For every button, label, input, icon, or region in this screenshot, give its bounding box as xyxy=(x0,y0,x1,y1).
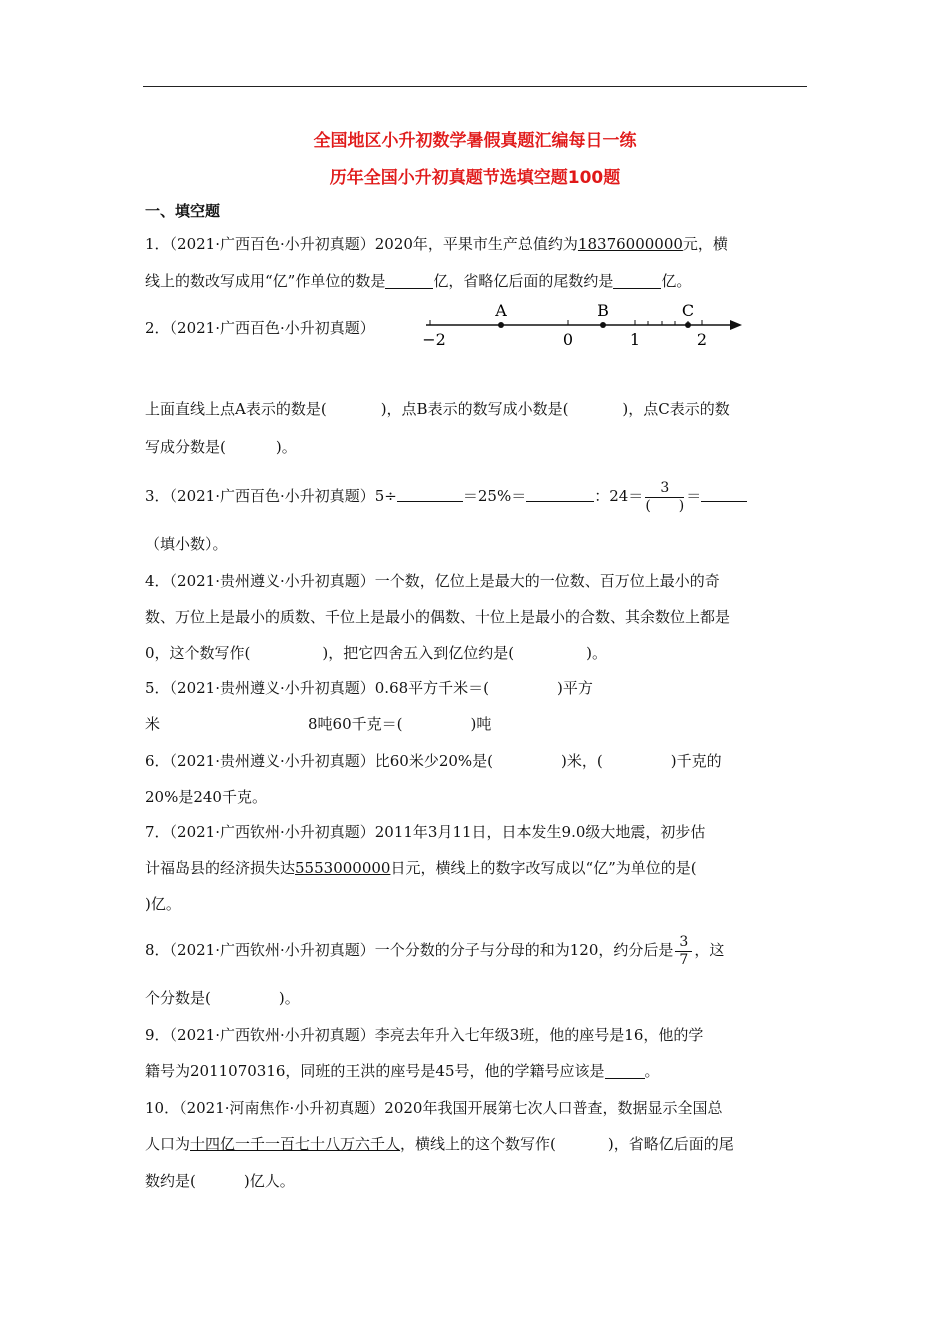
q3-line1: 3．（2021·广西百色·小升初真题）5÷ ＝25%＝ ：24＝ $\frac{3}{( )}$ ＝ xyxy=(145,474,747,518)
q7-line3: )亿。 xyxy=(145,895,181,913)
q1-line1: 1．（2021·广西百色·小升初真题）2020年，平果市生产总值约为18376000000元，横 xyxy=(145,235,728,253)
point-a-label: A xyxy=(495,301,507,320)
q4-line1: 4．（2021·贵州遵义·小升初真题）一个数，亿位上是最大的一位数、百万位上最小的奇 xyxy=(145,572,720,590)
q3-blank-3[interactable] xyxy=(701,486,747,502)
q1-blank-2[interactable] xyxy=(613,273,661,289)
q1-underlined-number: 18376000000 xyxy=(577,235,683,253)
number-line xyxy=(418,300,748,352)
q9-blank[interactable] xyxy=(605,1063,645,1079)
q3-blank-1[interactable] xyxy=(397,486,463,502)
point-b-dot xyxy=(600,322,606,328)
q7-line1: 7．（2021·广西钦州·小升初真题）2011年3月11日，日本发生9.0级大地震，初步估 xyxy=(145,823,706,841)
q4-line2: 数、万位上是最小的质数、千位上是最小的偶数、十位上是最小的合数、其余数位上都是 xyxy=(145,608,731,626)
tick-label-neg2: −2 xyxy=(422,330,446,349)
q2-line2: 写成分数是( )。 xyxy=(145,438,297,456)
q6-line2: 20%是240千克。 xyxy=(145,788,267,806)
number-line-arrow xyxy=(730,320,742,330)
section-heading: 一、填空题 xyxy=(145,202,221,220)
document-subtitle: 历年全国小升初真题节选填空题100题 xyxy=(329,168,621,188)
q1-line2: 线上的数改写成用“亿”作单位的数是 亿，省略亿后面的尾数约是 亿。 xyxy=(145,272,692,290)
point-c-dot xyxy=(685,322,691,328)
q8-fraction: $\frac{3}{7}$ xyxy=(675,934,692,969)
point-b-label: B xyxy=(597,301,609,320)
point-a-dot xyxy=(498,322,504,328)
q10-line3: 数约是( )亿人。 xyxy=(145,1172,295,1190)
q4-line3: 0，这个数写作( )，把它四舍五入到亿位约是( )。 xyxy=(145,644,607,662)
q2-prefix: 2．（2021·广西百色·小升初真题） xyxy=(145,319,375,337)
q7-underlined-number: 5553000000 xyxy=(295,859,391,877)
q10-underlined-text: 十四亿一千一百七十八万六千人 xyxy=(190,1135,401,1153)
header-rule xyxy=(143,86,807,87)
q7-line2: 计福岛县的经济损失达5553000000日元，横线上的数字改写成以“亿”为单位的是( xyxy=(145,859,697,877)
q9-line1: 9．（2021·广西钦州·小升初真题）李亮去年升入七年级3班，他的座号是16，他的学 xyxy=(145,1026,704,1044)
q3-line2: （填小数）。 xyxy=(145,535,228,553)
q2-line1: 上面直线上点A表示的数是( )，点B表示的数写成小数是( )，点C表示的数 xyxy=(145,400,730,418)
document-title: 全国地区小升初数学暑假真题汇编每日一练 xyxy=(313,131,637,151)
q8-line2: 个分数是( )。 xyxy=(145,989,300,1007)
q1-blank-1[interactable] xyxy=(385,273,433,289)
q5-line2: 米 8吨60千克＝( )吨 xyxy=(145,715,492,733)
q10-line1: 10．（2021·河南焦作·小升初真题）2020年我国开展第七次人口普查，数据显示全国总 xyxy=(145,1099,723,1117)
q9-line2: 籍号为2011070316，同班的王洪的座号是45号，他的学籍号应该是 。 xyxy=(145,1062,660,1080)
point-c-label: C xyxy=(681,301,695,320)
tick-label-2: 2 xyxy=(696,330,708,349)
tick-label-1: 1 xyxy=(629,330,641,349)
q5-line1: 5．（2021·贵州遵义·小升初真题）0.68平方千米＝( )平方 xyxy=(145,679,593,697)
q6-line1: 6．（2021·贵州遵义·小升初真题）比60米少20%是( )米，( )千克的 xyxy=(145,752,722,770)
tick-label-0: 0 xyxy=(562,330,574,349)
q8-line1: 8．（2021·广西钦州·小升初真题）一个分数的分子与分母的和为120，约分后是 $\frac{3}{7}$ ，这 xyxy=(145,933,725,968)
q10-line2: 人口为十四亿一千一百七十八万六千人，横线上的这个数写作( )，省略亿后面的尾 xyxy=(145,1135,734,1153)
q3-fraction: $\frac{3}{( )}$ xyxy=(645,479,685,514)
q3-blank-2[interactable] xyxy=(526,486,594,502)
